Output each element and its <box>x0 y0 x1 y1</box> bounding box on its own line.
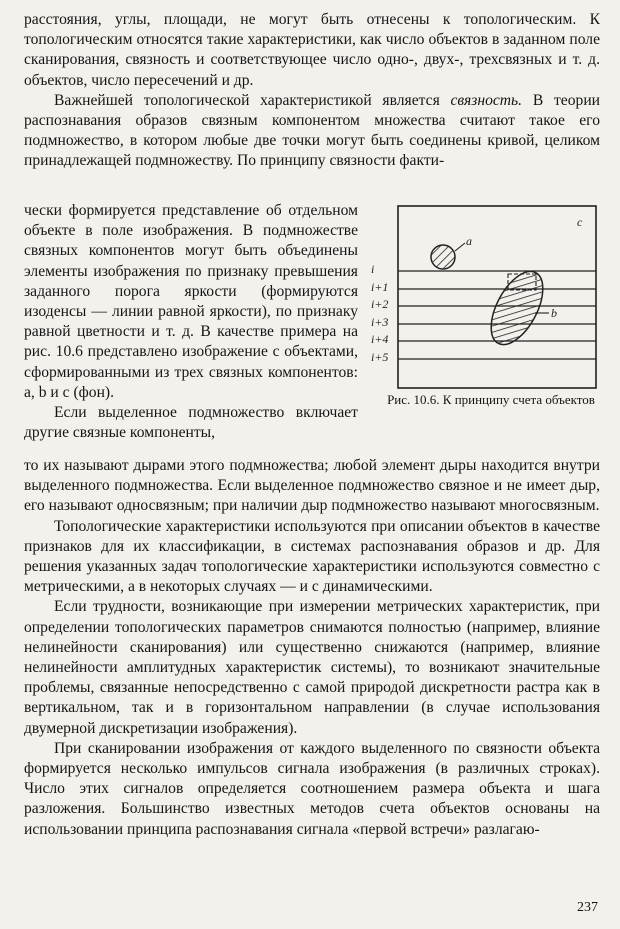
page-number: 237 <box>577 900 598 915</box>
leader-a <box>455 243 465 251</box>
field-frame <box>398 206 596 388</box>
label-a: a <box>466 234 472 248</box>
label-c: c <box>577 215 583 229</box>
paragraph-3-start: Если выделенное подмножество включает другие связные компоненты, <box>24 404 358 442</box>
label-b: b <box>551 306 557 320</box>
paragraph-3-continued: то их называют дырами этого подмножества; любой элемент дыры находится внутри выделенного подмножества. Если выделенное подмножество связное и не имеет дыр, его называют односвязным; при наличии дыр подмножество называют многосвязным. <box>24 457 600 515</box>
row-label: i+3 <box>371 315 389 329</box>
figure-caption: Рис. 10.6. К принципу счета объектов <box>387 392 595 407</box>
object-b-ellipse <box>481 263 554 352</box>
object-a-circle <box>431 245 455 269</box>
term-connectivity: связность. <box>450 91 523 109</box>
row-label: i+5 <box>371 350 389 364</box>
figure-10-6 <box>367 200 605 432</box>
paragraph-1: расстояния, углы, площади, не могут быть отнесены к топологическим. К топологическим относятся такие характеристики, как число объектов в заданном поле сканирования, связность и соответствующее число одно-, двух-, трехсвязных и т. д. объектов, число пересечений и др. <box>24 11 600 89</box>
paragraph-2-continued: чески формируется представление об отдельном объекте в поле изображения. В подмножестве связных компонентов могут быть объединены элементы изображения по признаку превышения заданного порога яркости (формируются изоденсы — линии равной яркости), по признаку равной цветности и т. д. В качестве примера на рис. 10.6 представлено изображение с объектами, сформированными из трех связных компонентов: a, b и c (фон). <box>24 202 358 401</box>
paragraph-5: Если трудности, возникающие при измерении метрических характеристик, при определении топологических параметров снимаются полностью (например, влияние нелинейности сканирования) или существенно снижаются (например, влияние нелинейности амплитудных характеристик системы), то возникают значительные проблемы, связанные непосредственно с самой природой дискретности растра как в вертикальном, так и в горизонтальном направлении (в случае использования двумерной дискретизации изображения). <box>24 598 600 737</box>
text-block-bottom <box>24 456 600 840</box>
figure-drawing <box>367 200 605 390</box>
text-block-top <box>24 10 600 172</box>
paragraph-2: Важнейшей топологической характеристикой является связность. В теории распознавания образов связным компонентом множества считают такое его подмножество, в котором любые две точки могут быть соединены кривой, целиком принадлежащей подмножеству. По принципу связности факти- <box>24 91 601 170</box>
text-block-wrapped <box>24 201 358 443</box>
row-label: i+1 <box>371 280 389 294</box>
row-label: i+2 <box>371 297 389 311</box>
row-label: i+4 <box>371 332 389 346</box>
row-label: i <box>371 262 375 276</box>
paragraph-4: Топологические характеристики используются при описании объектов в качестве признаков для их классификации, в системах распознавания образов и др. Для решения указанных задач топологические характеристики используются совместно с метрическими, а в некоторых случаях — и с динамическими. <box>24 517 600 596</box>
paragraph-6: При сканировании изображения от каждого выделенного по связности объекта формируется несколько импульсов сигнала изображения (в различных строках). Число этих сигналов определяется соотношением размера объекта и шага разложения. Большинство известных методов счета объектов основаны на использовании принципа распознавания сигнала «первой встречи» разлагаю- <box>24 739 600 838</box>
